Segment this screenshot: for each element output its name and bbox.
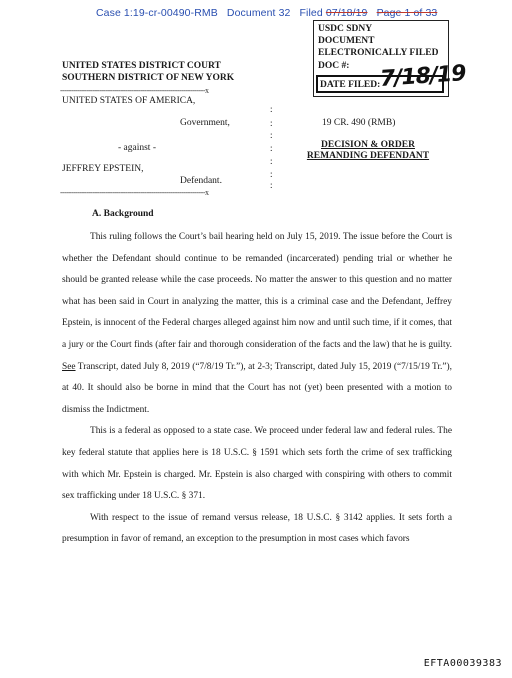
caption-colon-6: : <box>270 169 273 179</box>
court-line-2: SOUTHERN DISTRICT OF NEW YORK <box>62 73 235 83</box>
section-heading: A. Background <box>92 209 154 219</box>
paragraph-2: This is a federal as opposed to a state case. We proceed under federal law and federal rules. The key federal statute that applies here is 18 U.S.C. § 1591 which sets forth the crime of sex trafficking with which Mr. Epstein is charged. Mr. Epstein is also charged with conspiring with others to commit sex trafficking under 18 U.S.C. § 371. <box>62 426 452 502</box>
bates-number: EFTA00039383 <box>423 658 502 669</box>
filed-date: 07/18/19 <box>325 7 368 19</box>
document-title-line-1: DECISION & ORDER <box>321 140 415 150</box>
plaintiff-name: UNITED STATES OF AMERICA, <box>62 96 196 106</box>
filing-stamp <box>313 20 467 97</box>
court-name <box>62 60 234 84</box>
document-number: Document 32 <box>226 7 291 19</box>
caption-rule-bottom: -------------------------------------------------------------------x <box>60 188 209 197</box>
caption-colon-5: : <box>270 156 273 166</box>
see-citation-signal: See <box>62 361 76 372</box>
filed-label: Filed <box>299 7 323 19</box>
defendant-name: JEFFREY EPSTEIN, <box>62 164 144 174</box>
paragraph-1-text: This ruling follows the Court’s bail hearing held on July 15, 2019. The issue before the Court is whether the Defendant should continue to be remanded (incarcerated) pending trial or whether he should be granted release while the case proceeds. No matter the answer to this question and no matter what has been said in Court in analyzing the matter, this is a criminal case and the Defendant, Jeffrey Epstein, is innocent of the Federal charges alleged against him now and until such time, if it comes, that a jury or the Court finds (after fair and thorough consideration of the facts and the law) that he is guilty. <box>62 232 452 350</box>
defendant-role: Defendant. <box>180 176 222 186</box>
caption-colon-4: : <box>270 143 273 153</box>
ecf-header <box>96 7 437 19</box>
court-line-1: UNITED STATES DISTRICT COURT <box>62 61 221 71</box>
document-title-line-2: REMANDING DEFENDANT <box>306 151 430 161</box>
caption-rule-top: -------------------------------------------------------------------x <box>60 86 209 95</box>
paragraph-3: With respect to the issue of remand versus release, 18 U.S.C. § 3142 applies. It sets forth a presumption in favor of remand, an exception to the presumption in most cases which favors <box>62 512 452 545</box>
stamp-line-doc-number: DOC #: <box>318 60 350 71</box>
page-info: Page 1 of 33 <box>376 7 438 19</box>
caption-colon-3: : <box>270 130 273 140</box>
stamp-date-filed-label: DATE FILED: <box>320 80 381 90</box>
case-docket-number: 19 CR. 490 (RMB) <box>322 118 396 128</box>
versus-text: - against - <box>118 143 156 153</box>
case-number: Case 1:19-cr-00490-RMB <box>96 7 218 19</box>
handwritten-date: 7/18/19 <box>379 61 467 92</box>
document-title <box>298 140 438 162</box>
paragraph-1 <box>62 227 452 421</box>
opinion-body <box>62 227 452 551</box>
stamp-line-electronically-filed: ELECTRONICALLY FILED <box>318 48 439 59</box>
stamp-line-usdc: USDC SDNY <box>318 24 373 34</box>
paragraph-1-citations: Transcript, dated July 8, 2019 (“7/8/19 Tr.”), at 2-3; Transcript, dated July 15, 2019 (“7/15/19 Tr.”), at 40. It should also be borne in mind that the Court has not (yet) been presented with a motion to dismiss the Indictment. <box>62 361 452 415</box>
caption-colon-1: : <box>270 104 273 114</box>
caption-colon-7: : <box>270 180 273 190</box>
caption-colon-2: : <box>270 118 273 128</box>
stamp-line-document: DOCUMENT <box>318 36 375 47</box>
plaintiff-role: Government, <box>180 118 230 128</box>
